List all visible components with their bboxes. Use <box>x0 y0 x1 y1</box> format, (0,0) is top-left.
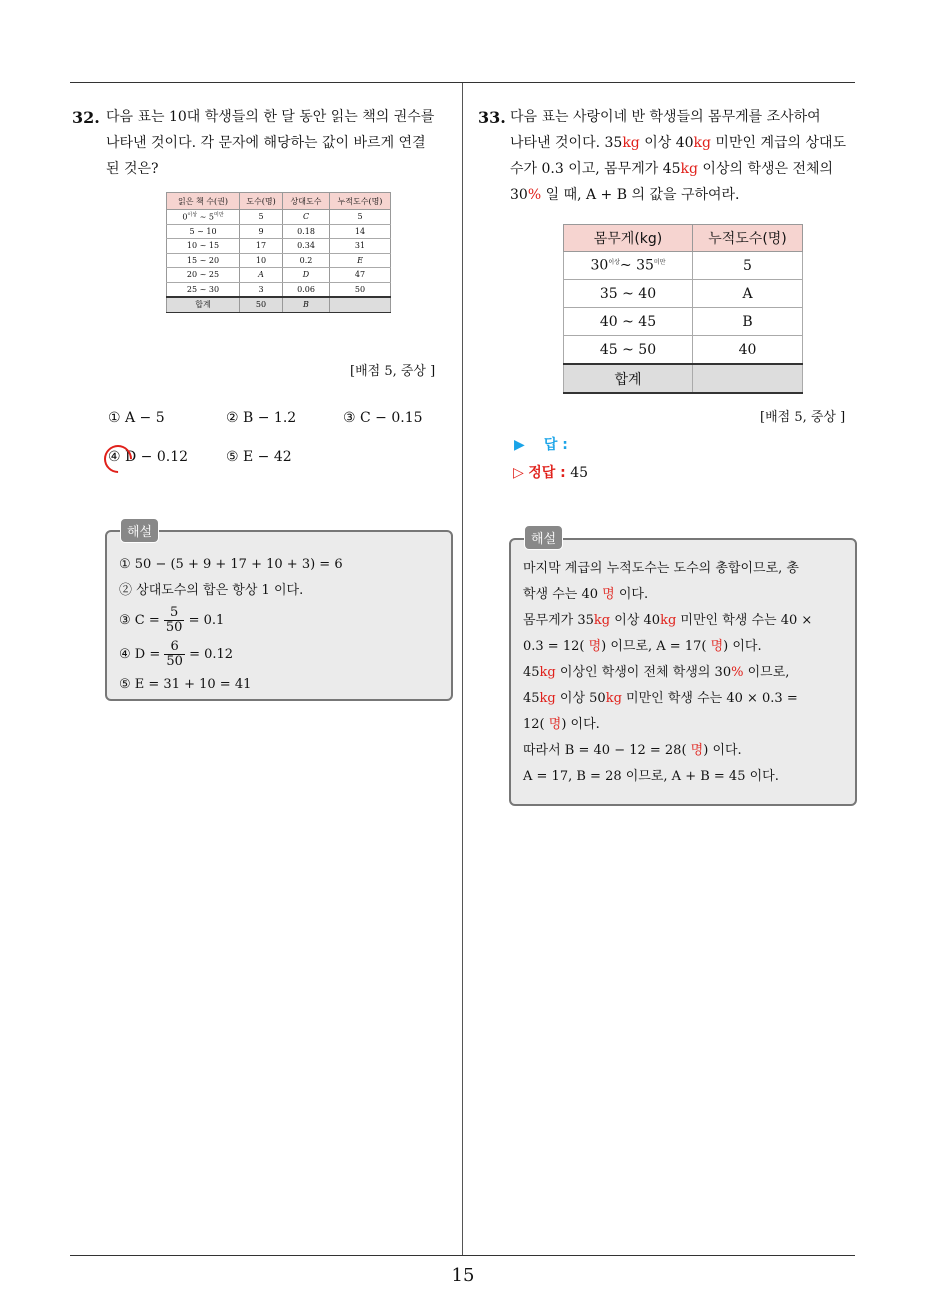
solution-line: 몸무게가 35kg 이상 40kg 미만인 학생 수는 40 × <box>523 613 813 628</box>
table-cell: 9 <box>240 224 283 239</box>
answer-circle-mark <box>98 439 138 479</box>
table-cell: 0.06 <box>283 282 330 297</box>
q32-text <box>106 104 456 182</box>
table-row <box>564 252 803 280</box>
table-cell: A <box>240 268 283 283</box>
solution-text: ③ C = <box>119 613 160 628</box>
q32-line: 다음 표는 10대 학생들의 한 달 동안 읽는 책의 권수를 <box>106 109 435 125</box>
table-cell: 31 <box>330 239 391 254</box>
choice-5[interactable]: ⑤ E − 42 <box>226 449 292 465</box>
table-row <box>167 282 391 297</box>
q32-number: 32. <box>72 108 100 127</box>
q33-solution-tag: 해설 <box>524 525 563 550</box>
solution-line: 학생 수는 40 명 이다. <box>523 587 649 602</box>
numerator: 5 <box>164 606 185 621</box>
table-cell: 40 ~ 45 <box>564 308 693 336</box>
table-cell: 합계 <box>564 364 693 393</box>
table-cell: 10 <box>240 253 283 268</box>
solution-line: 마지막 계급의 누적도수는 도수의 총합이므로, 총 <box>523 561 799 576</box>
solution-line: 0.3 = 12( 명) 이므로, A = 17( 명) 이다. <box>523 639 762 654</box>
table-header: 상대도수 <box>283 193 330 210</box>
solution-line: 따라서 B = 40 − 12 = 28( 명) 이다. <box>523 743 742 758</box>
table-cell: 14 <box>330 224 391 239</box>
table-cell: 35 ~ 40 <box>564 280 693 308</box>
table-total-row <box>167 297 391 312</box>
q33-number: 33. <box>478 108 506 127</box>
table-cell: 47 <box>330 268 391 283</box>
table-cell: 50 <box>240 297 283 312</box>
fraction <box>164 640 185 669</box>
table-cell: 0.18 <box>283 224 330 239</box>
column-divider <box>462 83 463 1255</box>
play-icon: ▶ <box>514 437 525 453</box>
q32-line: 된 것은? <box>106 161 159 177</box>
q33-line: 수가 0.3 이고, 몸무게가 45kg 이상의 학생은 전체의 <box>510 161 834 177</box>
table-header-row <box>167 193 391 210</box>
table-header-row <box>564 225 803 252</box>
table-row <box>564 280 803 308</box>
table-cell: 17 <box>240 239 283 254</box>
table-cell: C <box>283 210 330 225</box>
table-cell: 합계 <box>167 297 240 312</box>
bottom-rule <box>70 1255 855 1256</box>
numerator: 6 <box>164 640 185 655</box>
solution-text: ④ D = <box>119 647 161 662</box>
table-cell: 25 ~ 30 <box>167 282 240 297</box>
table-cell: $0^{이상}$ ~ $5^{미만}$ <box>167 210 240 225</box>
solution-line <box>119 638 343 672</box>
solution-line <box>119 604 343 638</box>
table-cell: B <box>283 297 330 312</box>
solution-line: A = 17, B = 28 이므로, A + B = 45 이다. <box>523 769 779 784</box>
table-row <box>167 253 391 268</box>
table-cell: 45 ~ 50 <box>564 336 693 365</box>
solution-text: = 0.1 <box>188 613 225 628</box>
q33-line: 나타낸 것이다. 35kg 이상 40kg 미만인 계급의 상대도 <box>510 135 847 151</box>
table-cell: D <box>283 268 330 283</box>
table-cell <box>693 364 803 393</box>
table-cell: 5 <box>240 210 283 225</box>
table-cell: 20 ~ 25 <box>167 268 240 283</box>
correct-answer-row <box>513 462 588 482</box>
solution-line: 45kg 이상 50kg 미만인 학생 수는 40 × 0.3 = <box>523 691 798 706</box>
q33-table <box>563 224 803 394</box>
choice-4[interactable]: ④ D − 0.12 <box>108 449 189 465</box>
table-row <box>167 224 391 239</box>
table-cell: 15 ~ 20 <box>167 253 240 268</box>
table-header: 몸무게(kg) <box>564 225 693 252</box>
denominator: 50 <box>165 620 183 635</box>
table-cell <box>330 297 391 312</box>
table-cell: 40 <box>693 336 803 365</box>
table-cell: 50 <box>330 282 391 297</box>
table-total-row <box>564 364 803 393</box>
q32-meta: [배점 5, 중상 ] <box>350 364 436 379</box>
table-cell: 0.34 <box>283 239 330 254</box>
q33-line: 30% 일 때, A + B 의 값을 구하여라. <box>510 187 740 203</box>
table-cell: 3 <box>240 282 283 297</box>
denominator: 50 <box>166 654 183 669</box>
table-header: 누적도수(명) <box>693 225 803 252</box>
triangle-outline-icon: ▷ <box>513 465 524 481</box>
table-cell: A <box>693 280 803 308</box>
page-number: 15 <box>451 1265 475 1286</box>
table-row <box>167 210 391 225</box>
correct-label: 정답 : <box>528 465 566 481</box>
correct-value: 45 <box>570 465 589 481</box>
table-header: 도수(명) <box>240 193 283 210</box>
table-row <box>564 308 803 336</box>
table-header: 읽은 책 수(권) <box>167 193 240 210</box>
table-cell: 5 <box>693 252 803 280</box>
solution-line: ② 상대도수의 합은 항상 1 이다. <box>119 583 304 598</box>
q32-line: 나타낸 것이다. 각 문자에 해당하는 값이 바르게 연결 <box>106 135 426 151</box>
choice-3[interactable]: ③ C − 0.15 <box>343 410 423 426</box>
table-cell: E <box>330 253 391 268</box>
solution-line: 12( 명) 이다. <box>523 717 600 732</box>
choice-1[interactable]: ① A − 5 <box>108 410 165 426</box>
solution-text: = 0.12 <box>189 647 234 662</box>
q32-solution-tag: 해설 <box>120 518 159 543</box>
q33-line: 다음 표는 사랑이네 반 학생들의 몸무게를 조사하여 <box>510 109 821 125</box>
table-cell: 10 ~ 15 <box>167 239 240 254</box>
table-row <box>167 268 391 283</box>
q33-text <box>510 104 860 208</box>
q33-meta: [배점 5, 중상 ] <box>760 410 846 425</box>
answer-label: 답 : <box>543 437 568 453</box>
table-cell: 5 ~ 10 <box>167 224 240 239</box>
choice-2[interactable]: ② B − 1.2 <box>226 410 297 426</box>
table-cell: 5 <box>330 210 391 225</box>
table-header: 누적도수(명) <box>330 193 391 210</box>
answer-row <box>514 434 568 454</box>
q33-solution-box <box>509 538 857 806</box>
solution-line: ⑤ E = 31 + 10 = 41 <box>119 677 252 692</box>
table-cell: B <box>693 308 803 336</box>
table-cell: $30^{이상}\sim$ $35^{미만}$ <box>564 252 693 280</box>
q32-table <box>166 192 391 313</box>
table-cell: 0.2 <box>283 253 330 268</box>
fraction <box>164 606 185 635</box>
table-row <box>564 336 803 365</box>
solution-line: 45kg 이상인 학생이 전체 학생의 30% 이므로, <box>523 665 790 680</box>
table-row <box>167 239 391 254</box>
q32-solution-box <box>105 530 453 701</box>
solution-line: ① 50 − (5 + 9 + 17 + 10 + 3) = 6 <box>119 557 343 572</box>
